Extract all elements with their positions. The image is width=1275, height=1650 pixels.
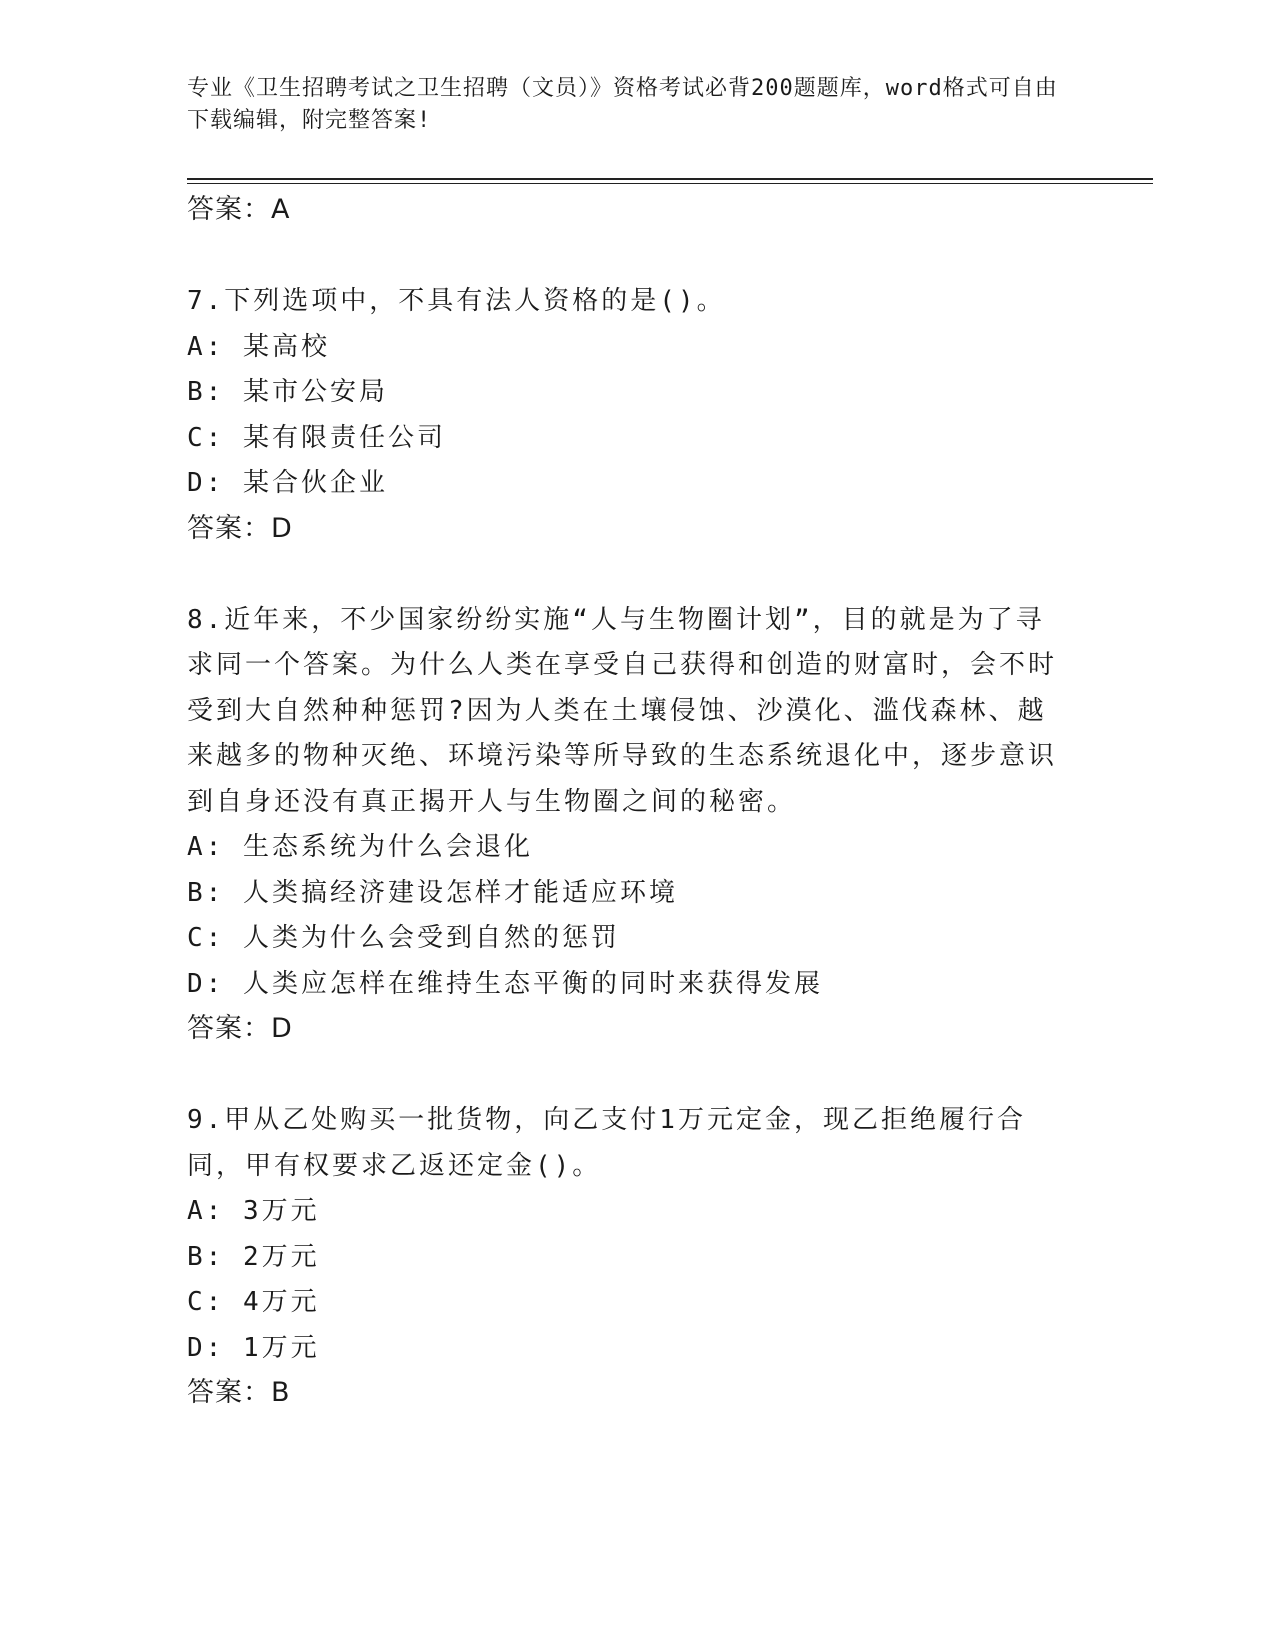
spacer xyxy=(187,551,1087,598)
option-d: D: 人类应怎样在维持生态平衡的同时来获得发展 xyxy=(187,968,823,999)
document-header: 专业《卫生招聘考试之卫生招聘（文员）》资格考试必背200题题库，word格式可自由下载编辑，附完整答案! xyxy=(187,76,1058,133)
answer-line: 答案：B xyxy=(187,1377,291,1408)
spacer xyxy=(187,232,1087,279)
option-a: A: 生态系统为什么会退化 xyxy=(187,832,533,862)
question-7 xyxy=(187,279,1087,551)
spacer xyxy=(187,1051,1087,1098)
header-divider-thin xyxy=(187,183,1153,184)
option-c: C: 某有限责任公司 xyxy=(187,422,446,453)
option-a: A: 3万元 xyxy=(187,1196,320,1226)
question-list xyxy=(187,188,1087,1415)
option-b: B: 2万元 xyxy=(187,1241,320,1272)
previous-answer: 答案：A xyxy=(187,194,291,225)
header-divider-thick xyxy=(187,178,1153,180)
option-b: B: 人类搞经济建设怎样才能适应环境 xyxy=(187,877,678,908)
question-9 xyxy=(187,1098,1087,1415)
answer-line: 答案：D xyxy=(187,1013,293,1044)
option-d: D: 1万元 xyxy=(187,1332,320,1363)
question-text: 9.甲从乙处购买一批货物，向乙支付1万元定金，现乙拒绝履行合同，甲有权要求乙返还定金()。 xyxy=(187,1105,1026,1181)
question-text: 8.近年来，不少国家纷纷实施“人与生物圈计划”，目的就是为了寻求同一个答案。为什么人类在享受自己获得和创造的财富时，会不时受到大自然种种惩罚?因为人类在土壤侵蚀、沙漠化、滥伐森林、越来越多的物种灭绝、环境污染等所导致的生态系统退化中，逐步意识到自身还没有真正揭开人与生物圈之间的秘密。 xyxy=(187,604,1058,817)
option-a: A: 某高校 xyxy=(187,331,330,362)
option-c: C: 4万元 xyxy=(187,1287,320,1317)
question-8 xyxy=(187,598,1087,1052)
option-d: D: 某合伙企业 xyxy=(187,468,388,498)
option-b: B: 某市公安局 xyxy=(187,377,388,407)
question-text: 7.下列选项中，不具有法人资格的是()。 xyxy=(187,286,726,316)
answer-line: 答案：D xyxy=(187,512,293,544)
option-c: C: 人类为什么会受到自然的惩罚 xyxy=(187,923,620,953)
